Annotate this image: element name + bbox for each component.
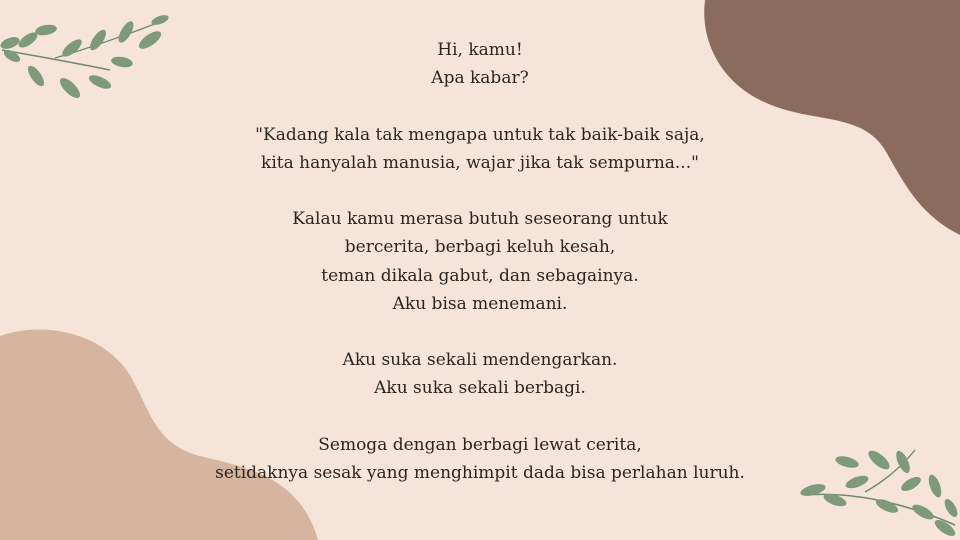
text-line: setidaknya sesak yang menghimpit dada bisa perlahan luruh.: [215, 462, 745, 483]
text-line: Aku bisa menemani.: [392, 293, 568, 314]
paragraph-quote: [0, 121, 960, 177]
text-line: Semoga dengan berbagi lewat cerita,: [318, 434, 642, 455]
text-line: Aku suka sekali berbagi.: [374, 378, 586, 399]
paragraph-listening: [0, 346, 960, 402]
text-line: bercerita, berbagi keluh kesah,: [344, 237, 616, 258]
paragraph-offer: [0, 205, 960, 318]
text-line: Hi, kamu!: [437, 40, 523, 60]
text-line: teman dikala gabut, dan sebagainya.: [321, 265, 639, 286]
text-line: Kalau kamu merasa butuh seseorang untuk: [292, 209, 668, 230]
text-line: "Kadang kala tak mengapa untuk tak baik-baik saja,: [255, 124, 705, 145]
text-line: Aku suka sekali mendengarkan.: [342, 350, 618, 371]
text-line: Apa kabar?: [431, 68, 529, 89]
text-line: kita hanyalah manusia, wajar jika tak sempurna...": [261, 152, 699, 173]
message-text: [0, 36, 960, 515]
paragraph-greeting: [0, 36, 960, 92]
paragraph-closing: [0, 431, 960, 487]
